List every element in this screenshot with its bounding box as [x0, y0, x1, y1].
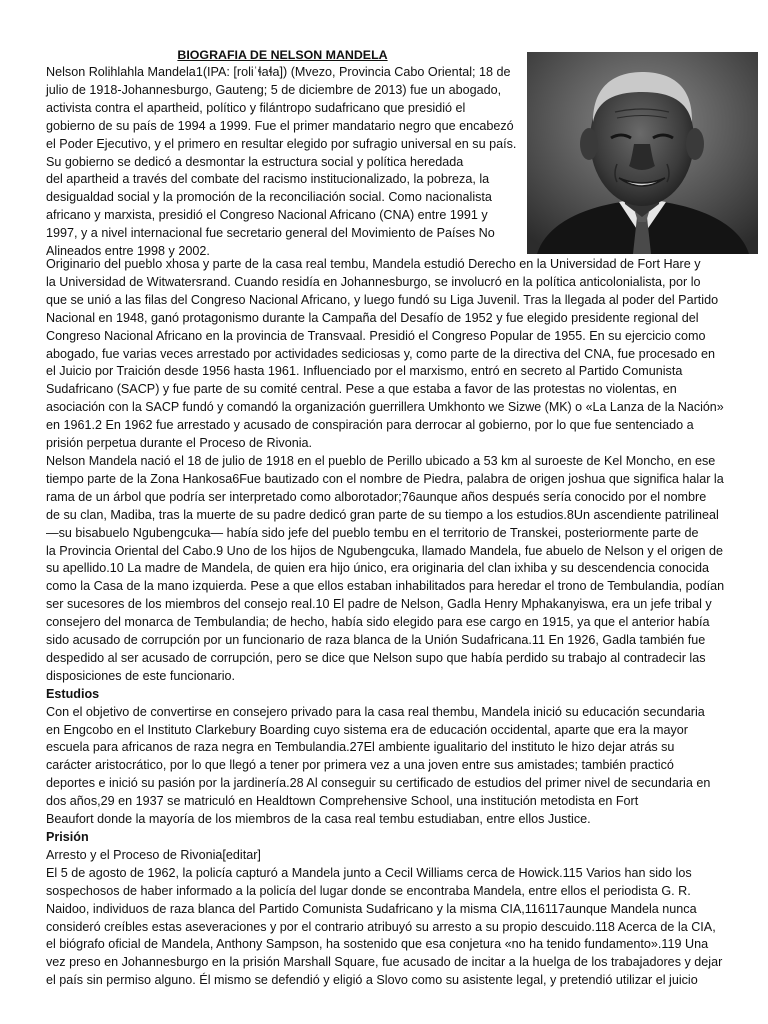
- body-line: que se unió a las filas del Congreso Nacional Africano, y luego fundó su Liga Juvenil. Tras la llegada al poder del Partido: [46, 292, 719, 307]
- body-line: su apellido.10 La madre de Mandela, de quien era hijo único, era originaria del clan ixhiba y su descendencia conocida: [46, 561, 710, 576]
- body-line: consejero del monarca de Tembulandia; de hecho, había sido elegido para ese cargo en 1915, ya que el anterior había: [46, 615, 710, 630]
- prision-line: sospechosos de haber informado a la policía del lugar donde se encontraba Mandela, entre ellos el periodista G. R.: [46, 883, 691, 898]
- body-line: Originario del pueblo xhosa y parte de la casa real tembu, Mandela estudió Derecho en la Universidad de Fort Hare y: [46, 257, 701, 271]
- page-title: BIOGRAFIA DE NELSON MANDELA: [177, 48, 388, 62]
- prision-line: el país sin permiso alguno. Él mismo se defendió y eligió a Slovo como su asistente legal, y pretendió utilizar el juicio: [46, 973, 698, 988]
- body-line: Nelson Mandela nació el 18 de julio de 1918 en el pueblo de Perillo ubicado a 53 km al suroeste de Kel Moncho, en ese: [46, 453, 716, 468]
- body-line: Sudafricano (SACP) y fue parte de su comité central. Pese a que estaba a favor de las protestas no violentas, en: [46, 382, 677, 397]
- body-line: asociación con la SACP fundó y comandó la organización guerrillera Umkhonto we Sizwe (MK) o «La Lanza de la Nación»: [46, 400, 724, 415]
- prision-line: consideró creíbles estas aseveraciones y por el contrario atribuyó su arresto a su propio descuido.118 Acerca de la CIA,: [46, 919, 716, 934]
- estudios-line: deportes e inició su pasión por la jardinería.28 Al conseguir su certificado de estudios del primer nivel de secundaria en: [46, 776, 711, 791]
- body-line: rama de un árbol que podría ser interpretado como alborotador;76aunque años después sería conocido por el nombre: [46, 489, 707, 504]
- prision-line: vez preso en Johannesburgo en la prisión Marshall Square, fue acusado de incitar a la huelga de los trabajadores y dejar: [46, 955, 723, 970]
- body-line: tiempo parte de la Zona Hankosa6Fue bautizado con el nombre de Piedra, palabra de origen joshua que significa halar la: [46, 471, 724, 486]
- intro-line: gobierno de su país de 1994 a 1999. Fue el primer mandatario negro que encabezó: [46, 118, 514, 133]
- intro-line: Alineados entre 1998 y 2002.: [46, 244, 210, 259]
- section-heading-estudios: Estudios: [46, 686, 100, 701]
- estudios-line: en Engcobo en el Instituto Clarkebury Boarding cuyo sistema era de educación occidental, aparte que era la mayor: [46, 722, 688, 737]
- body-line: despedido al ser acusado de corrupción, pero se dice que Nelson supo que había perdido su trabajo al contradecir las: [46, 650, 706, 665]
- body-line: sido acusado de corrupción por un funcionario de raza blanca de la Unión Sudafricana.11 En 1926, Gadla también fue: [46, 633, 706, 648]
- body-line: como la Casa de la mano izquierda. Pese a que ellos estaban inhabilitados para heredar el trono de Tembulandia, podían: [46, 579, 725, 594]
- prision-line: El 5 de agosto de 1962, la policía capturó a Mandela junto a Cecil Williams cerca de Howick.115 Varios han sido los: [46, 865, 692, 880]
- estudios-line: escuela para africanos de raza negra en Tembulandia.27El ambiente igualitario del instituto le hizo dejar atrás su: [46, 740, 675, 755]
- prision-line: Naidoo, individuos de raza blanca del Partido Comunista Sudafricano y la misma CIA,116117aunque Mandela nunca: [46, 901, 697, 916]
- intro-line: 1997, y a nivel internacional fue secretario general del Movimiento de Países No: [46, 226, 495, 241]
- estudios-line: Beaufort donde la mayoría de los miembros de la casa real tembu estudiaban, entre ellos Justice.: [46, 812, 591, 827]
- main-text: [46, 256, 724, 990]
- body-line: Congreso Nacional Africano en la provincia de Transvaal. Presidió el Congreso Popular de 1955. En su ejercicio como: [46, 328, 706, 343]
- intro-line: Nelson Rolihlahla Mandela1(IPA: [roliˈɬaɬa]) (Mvezo, Provincia Cabo Oriental; 18 de: [46, 65, 511, 79]
- body-line: —su bisabuelo Ngubengcuka— había sido jefe del pueblo tembu en el territorio de Transkei, posteriormente parte de: [46, 525, 699, 540]
- estudios-line: Con el objetivo de convertirse en consejero privado para la casa real thembu, Mandela inició su educación secundaria: [46, 704, 705, 719]
- intro-line: Su gobierno se dedicó a desmontar la estructura social y política heredada: [46, 154, 464, 169]
- body-line: abogado, fue varias veces arrestado por actividades sediciosas y, como parte de la directiva del CNA, fue procesado en: [46, 346, 716, 361]
- section-heading-prision: Prisión: [46, 830, 89, 844]
- body-line: la Provincia Oriental del Cabo.9 Uno de los hijos de Ngubengcuka, llamado Mandela, fue abuelo de Nelson y el origen de: [46, 543, 723, 558]
- body-line: Nacional en 1948, ganó protagonismo durante la Campaña del Desafío de 1952 y fue elegido presidente regional del: [46, 310, 699, 325]
- intro-line: julio de 1918-Johannesburgo, Gauteng; 5 de diciembre de 2013) fue un abogado,: [46, 82, 502, 97]
- body-line: la Universidad de Witwatersrand. Cuando residía en Johannesburgo, se involucró en la política anticolonialista, por lo: [46, 274, 701, 289]
- intro-line: el Poder Ejecutivo, y el primero en resultar elegido por sufragio universal en su país.: [46, 136, 517, 151]
- subsection-heading: Arresto y el Proceso de Rivonia[editar]: [46, 847, 261, 862]
- intro-line: africano y marxista, presidió el Congreso Nacional Africano (CNA) entre 1991 y: [46, 208, 488, 223]
- body-line: prisión perpetua durante el Proceso de Rivonia.: [46, 436, 313, 451]
- prision-line: el biógrafo oficial de Mandela, Anthony Sampson, ha sostenido que esa conjetura «no ha tenido fundamento».119 Una: [46, 937, 709, 952]
- estudios-line: dos años,29 en 1937 se matriculó en Healdtown Comprehensive School, una institución metodista en Fort: [46, 794, 639, 809]
- body-line: el Juicio por Traición desde 1956 hasta 1961. Influenciado por el marxismo, entró en secreto al Partido Comunista: [46, 364, 683, 379]
- intro-paragraph: [46, 64, 524, 261]
- body-line: ser sucesores de los miembros del consejo real.10 El padre de Nelson, Gadla Henry Mphakanyiswa, era un jefe tribal y: [46, 597, 712, 612]
- intro-line: del apartheid a través del combate del racismo institucionalizado, la pobreza, la: [46, 172, 490, 187]
- estudios-line: carácter aristocrático, por lo que llegó a tener por primera vez a una joven entre sus amistades; también practicó: [46, 758, 674, 773]
- intro-line: desigualdad social y la promoción de la reconciliación social. Como nacionalista: [46, 190, 492, 205]
- body-line: disposiciones de este funcionario.: [46, 668, 236, 683]
- body-line: en 1961.2 En 1962 fue arrestado y acusado de conspiración para derrocar al gobierno, por lo que fue sentenciado a: [46, 418, 694, 433]
- intro-line: activista contra el apartheid, político y filántropo sudafricano que presidió el: [46, 100, 466, 115]
- portrait-photo: [527, 52, 758, 254]
- body-line: de su clan, Madiba, tras la muerte de su padre dedicó gran parte de su tiempo a los estudios.8Un ascendiente patrilineal: [46, 507, 719, 522]
